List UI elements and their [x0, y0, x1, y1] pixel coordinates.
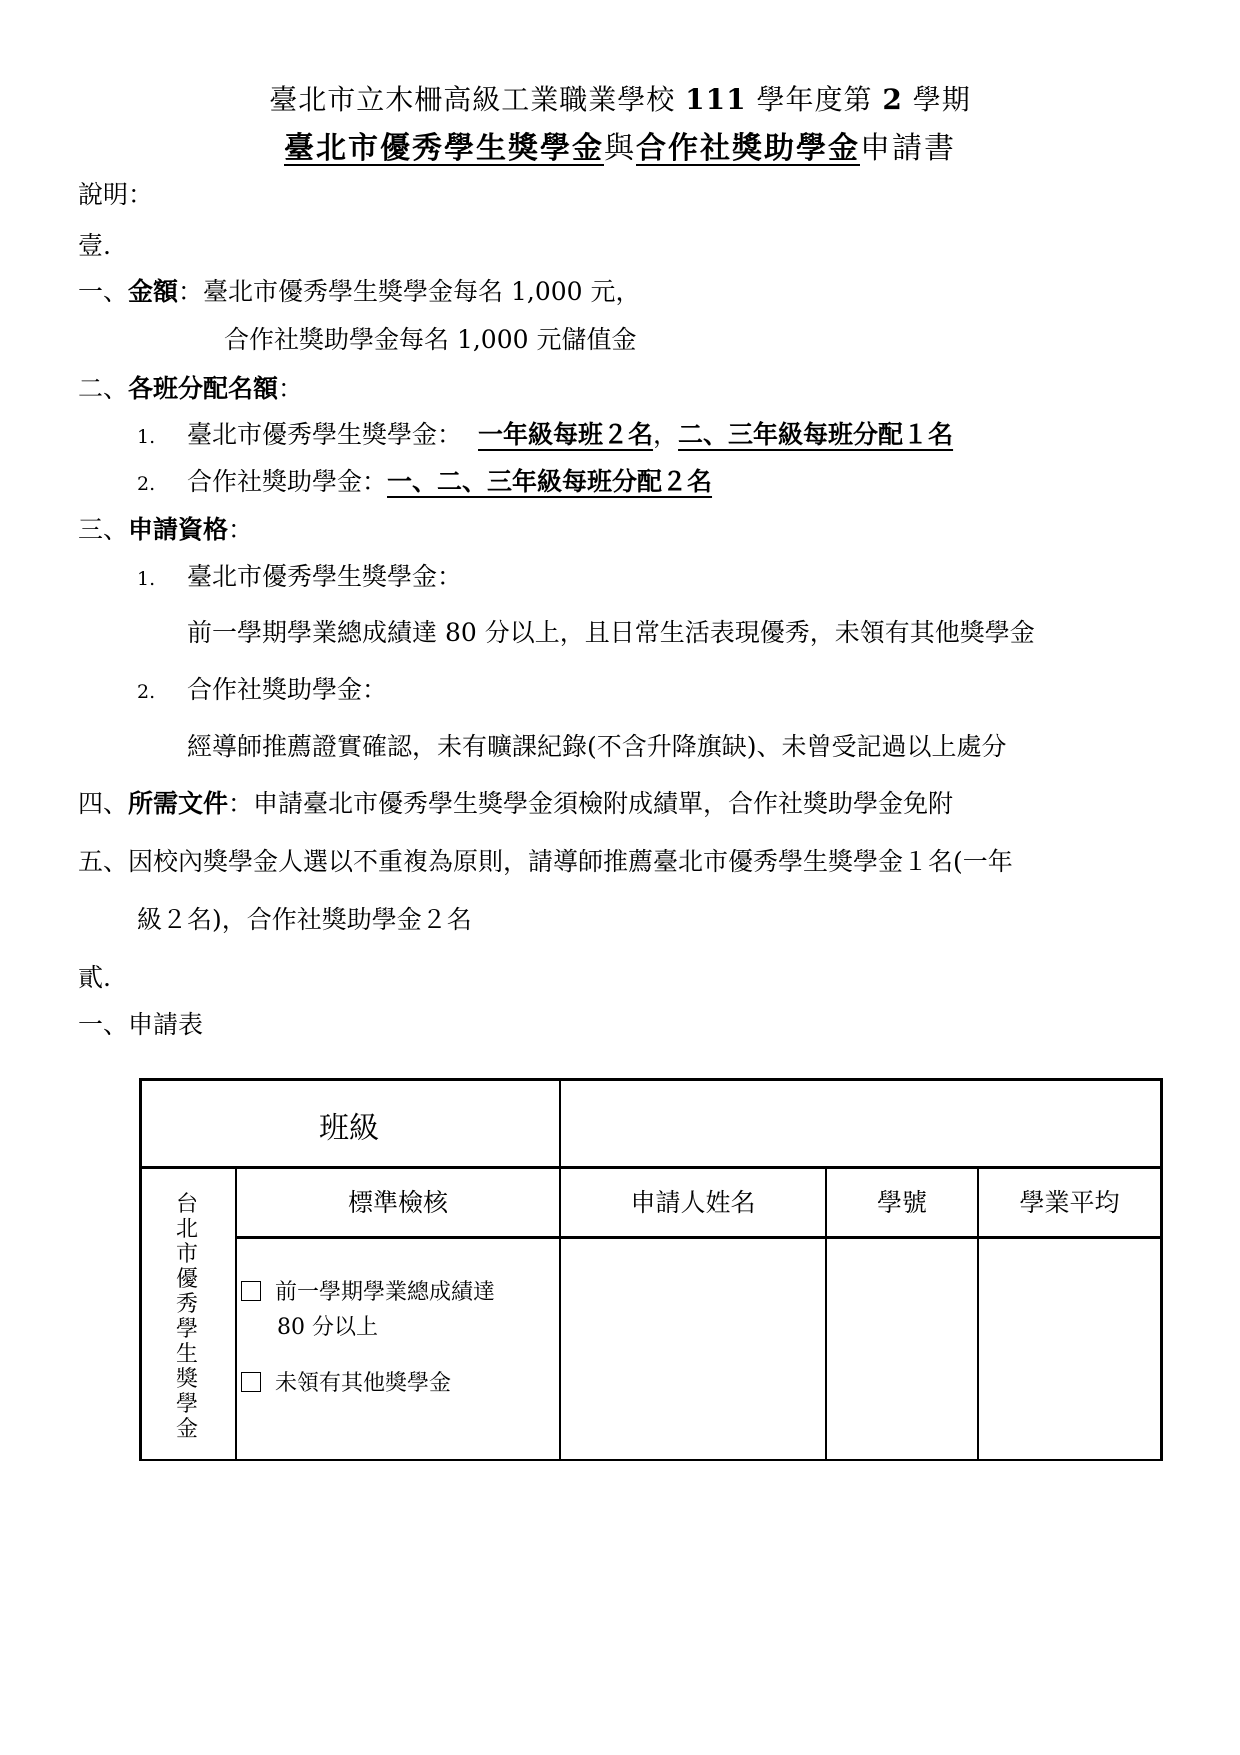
item-text: 因校內獎學金人選以不重複為原則，請導師推薦臺北市優秀學生獎學金１名(一年 — [128, 847, 1013, 876]
checkbox[interactable] — [241, 1281, 261, 1301]
side-char: 金 — [175, 1417, 198, 1442]
item-prefix: 五、 — [78, 847, 129, 876]
header-criteria: 標準檢核 — [347, 1188, 448, 1217]
table-border-top — [139, 1078, 1163, 1081]
quota-grade1: 一年級每班２名 — [478, 420, 654, 449]
list-number: 2. — [137, 681, 156, 703]
item-text: ：申請臺北市優秀學生獎學金須檢附成績單，合作社獎助學金免附 — [228, 789, 954, 818]
year-suffix: 學年度第 — [756, 83, 873, 116]
list-number: 1. — [137, 568, 156, 590]
subtitle-conjunction: 與 — [604, 131, 636, 166]
item-prefix: 一、 — [78, 277, 129, 306]
check-label: 前一學期學業總成績達 — [275, 1280, 496, 1305]
academic-year: 111 — [685, 83, 747, 116]
item-amount-line2: 合作社獎助學金每名 1,000 元儲值金 — [224, 325, 637, 354]
quota-sub-1 — [137, 418, 953, 454]
item-heading: 申請資格 — [128, 515, 229, 544]
subtitle-scholarship-a: 臺北市優秀學生獎學金 — [284, 131, 604, 166]
class-label: 班級 — [319, 1111, 379, 1146]
list-number: 2. — [137, 473, 156, 495]
term-number: 2 — [882, 83, 903, 116]
eligibility-sub-1-detail: 前一學期學業總成績達 80 分以上，且日常生活表現優秀，未領有其他獎學金 — [187, 618, 1035, 647]
page-subtitle — [0, 128, 1240, 170]
header-student-id: 學號 — [876, 1188, 927, 1217]
eligibility-sub-2 — [137, 673, 387, 709]
item-prefix: 四、 — [78, 789, 129, 818]
item-prefix: 三、 — [78, 515, 129, 544]
term-suffix: 學期 — [912, 83, 971, 116]
item-text: ：臺北市優秀學生獎學金每名 1,000 元， — [178, 277, 641, 306]
header-average: 學業平均 — [1019, 1188, 1120, 1217]
item-quota — [78, 372, 303, 406]
table-divider — [235, 1236, 1163, 1239]
side-char: 台 — [175, 1192, 198, 1217]
item-heading: 各班分配名額 — [128, 374, 279, 403]
table-divider — [139, 1166, 1163, 1169]
side-char: 北 — [175, 1217, 198, 1242]
item-colon: ： — [278, 374, 304, 403]
check-item-grade-line2: 80 分以上 — [277, 1315, 378, 1340]
check-label: 未領有其他獎學金 — [275, 1371, 452, 1396]
side-char: 秀 — [175, 1292, 198, 1317]
explain-label: 說明： — [78, 180, 154, 209]
applicant-name-field[interactable] — [561, 1248, 825, 1448]
item-prefix: 二、 — [78, 374, 129, 403]
side-vertical-label — [139, 1192, 235, 1442]
quota-all-grades: 一、二、三年級每班分配２名 — [387, 467, 713, 496]
item-colon: ： — [228, 515, 254, 544]
eligibility-sub-2-detail: 經導師推薦證實確認，未有曠課紀錄(不含升降旗缺)、未曾受記過以上處分 — [187, 732, 1007, 761]
check-item-no-other[interactable] — [241, 1367, 451, 1401]
header-applicant-name: 申請人姓名 — [630, 1188, 756, 1217]
side-char: 學 — [175, 1392, 198, 1417]
quota-grade23: 二、三年級每班分配１名 — [678, 420, 954, 449]
item-principle — [78, 845, 1013, 879]
application-table — [139, 1078, 1163, 1462]
side-char: 優 — [175, 1267, 198, 1292]
checkbox[interactable] — [241, 1372, 261, 1392]
quota-sub-text: 合作社獎助學金： — [187, 467, 388, 496]
school-name: 臺北市立木柵高級工業職業學校 — [269, 83, 676, 116]
side-char: 生 — [175, 1342, 198, 1367]
side-char: 獎 — [175, 1367, 198, 1392]
item-amount — [78, 275, 641, 309]
page-title — [0, 80, 1240, 120]
side-char: 市 — [175, 1242, 198, 1267]
quota-sub-text: 臺北市優秀學生獎學金： — [187, 420, 463, 449]
item-eligibility — [78, 513, 253, 547]
average-field[interactable] — [979, 1248, 1160, 1448]
side-char: 學 — [175, 1317, 198, 1342]
section-1-label: 壹. — [78, 231, 111, 260]
student-id-field[interactable] — [827, 1248, 977, 1448]
eligibility-sub-1 — [137, 560, 462, 596]
quota-separator: ， — [653, 420, 679, 449]
table-border-bottom — [139, 1459, 1163, 1461]
item-heading: 所需文件 — [128, 789, 229, 818]
table-border-right — [1160, 1078, 1163, 1461]
subtitle-scholarship-b: 合作社獎助學金 — [636, 131, 860, 166]
quota-sub-2 — [137, 465, 712, 501]
section-2-label: 貳. — [78, 963, 111, 992]
eligibility-sub-text: 合作社獎助學金： — [187, 675, 388, 704]
list-number: 1. — [137, 426, 156, 448]
eligibility-sub-text: 臺北市優秀學生獎學金： — [187, 562, 463, 591]
subtitle-suffix: 申請書 — [860, 131, 956, 166]
item-principle-line2: 級２名)，合作社獎助學金２名 — [137, 905, 472, 934]
form-label: 一、申請表 — [78, 1010, 204, 1039]
check-item-grade[interactable] — [241, 1276, 495, 1310]
item-heading: 金額 — [128, 277, 179, 306]
item-documents — [78, 787, 953, 821]
